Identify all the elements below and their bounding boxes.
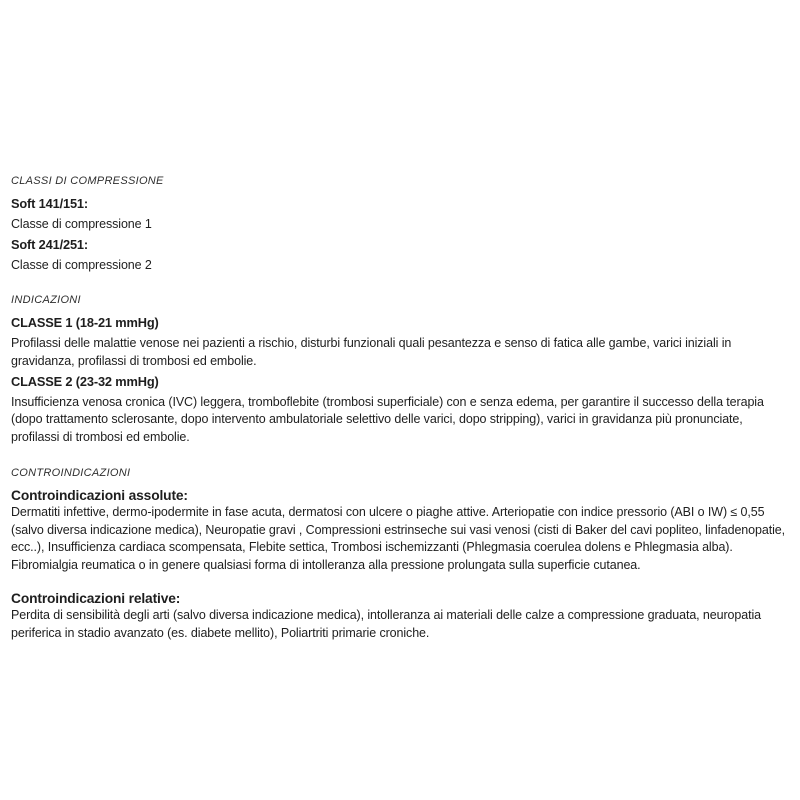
subheading-classe-1: CLASSE 1 (18-21 mmHg) bbox=[11, 315, 159, 331]
section-heading-indications: INDICAZIONI bbox=[11, 294, 81, 307]
section-heading-compression-classes: CLASSI DI COMPRESSIONE bbox=[11, 175, 164, 187]
section-contraindications bbox=[11, 466, 790, 643]
paragraph-relative-contraindications: Perdita di sensibilità degli arti (salvo diversa indicazione medica), intolleranza ai materiali delle calze a compressione graduata, neuropatia periferica in stadio avanzato (es. diabete mellito), Poliartriti primarie croniche. bbox=[11, 608, 761, 640]
section-heading-contraindications: CONTROINDICAZIONI bbox=[11, 466, 131, 479]
subheading-classe-2: CLASSE 2 (23-32 mmHg) bbox=[11, 374, 159, 390]
subheading-soft-241-251: Soft 241/251: bbox=[11, 237, 88, 253]
paragraph-absolute-contraindications: Dermatiti infettive, dermo-ipodermite in fase acuta, dermatosi con ulcere o piaghe attive. Arteriopatie con indice pressorio (ABI o IW) ≤ 0,55 (salvo diversa indicazione medica), Neuropatie gravi , Compressioni estrinseche sui vasi venosi (cisti di Baker del cavi popliteo, linfadenopatie, ecc..), Insufficienza cardiaca scompensata, Flebite settica, Trombosi ischemizzanti (Phlegmasia coerulea dolens e Phlegmasia alba). Fibromialgia reumatica o in genere qualsiasi forma di intolleranza alla pressione prolungata sulla superficie cutanea. bbox=[11, 505, 785, 572]
subheading-absolute-contraindications: Controindicazioni assolute: bbox=[11, 487, 188, 503]
text-compression-class-1: Classe di compressione 1 bbox=[11, 216, 152, 231]
paragraph-classe-2-indications: Insufficienza venosa cronica (IVC) leggera, tromboflebite (trombosi superficiale) con e senza edema, per garantire il successo della terapia (dopo trattamento sclerosante, dopo intervento ambulatoriale selettivo delle varici, dopo stripping), varici in gravidanza più pronunciate, profilassi di trombosi ed embolie. bbox=[11, 394, 764, 444]
text-compression-class-2: Classe di compressione 2 bbox=[11, 257, 152, 272]
paragraph-classe-1-indications: Profilassi delle malattie venose nei pazienti a rischio, disturbi funzionali quali pesantezza e senso di fatica alle gambe, varici iniziali in gravidanza, profilassi di trombosi ed embolie. bbox=[11, 335, 732, 368]
section-indications bbox=[11, 293, 790, 446]
subheading-soft-141-151: Soft 141/151: bbox=[11, 196, 88, 211]
section-compression-classes bbox=[11, 174, 790, 274]
subheading-relative-contraindications: Controindicazioni relative: bbox=[11, 590, 181, 606]
